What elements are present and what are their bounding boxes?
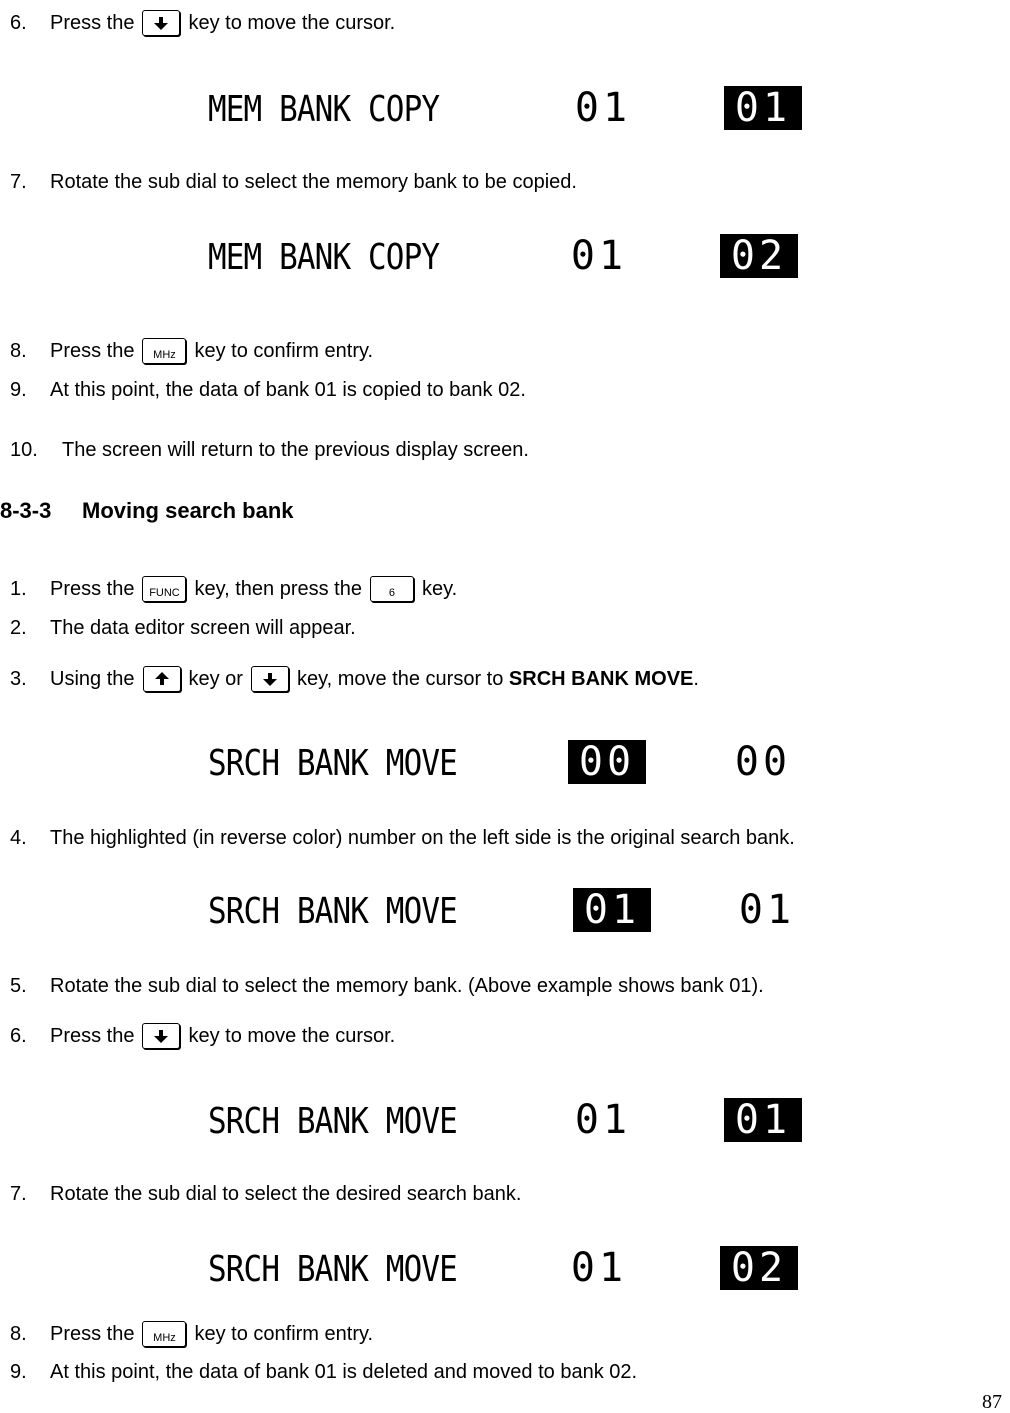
step-number: 4. bbox=[10, 827, 27, 849]
step-text: key to confirm entry. bbox=[194, 340, 374, 362]
step-b5 bbox=[10, 974, 764, 998]
step-b7 bbox=[10, 1182, 521, 1206]
step-number: 7. bbox=[10, 1183, 27, 1205]
lcd-label: SRCH BANK MOVE bbox=[208, 1101, 457, 1142]
step-text: The data editor screen will appear. bbox=[50, 617, 356, 639]
step-number: 8. bbox=[10, 340, 27, 362]
lcd-right-value: 01 bbox=[738, 887, 796, 933]
lcd-screen-4 bbox=[208, 888, 808, 936]
step-text: Press the bbox=[50, 1323, 135, 1345]
step-text: key, move the cursor to bbox=[296, 668, 504, 690]
lcd-label: SRCH BANK MOVE bbox=[208, 1249, 457, 1290]
step-text: Rotate the sub dial to select the memory bank to be copied. bbox=[50, 171, 577, 193]
mhz-key-icon bbox=[142, 1321, 186, 1347]
step-text: key or bbox=[188, 668, 243, 690]
step-b3 bbox=[10, 666, 699, 692]
step-text: At this point, the data of bank 01 is copied to bank 02. bbox=[50, 379, 526, 401]
step-b4 bbox=[10, 826, 795, 850]
lcd-left-value: 01 bbox=[574, 1097, 632, 1143]
step-text: key. bbox=[421, 578, 458, 600]
section-number: 8-3-3 bbox=[0, 498, 52, 523]
lcd-right-value: 00 bbox=[734, 739, 792, 785]
step-number: 5. bbox=[10, 975, 27, 997]
step-text: Using the bbox=[50, 668, 135, 690]
down-arrow-icon bbox=[251, 666, 289, 692]
lcd-left-value-highlighted: 00 bbox=[568, 740, 646, 784]
lcd-screen-6 bbox=[208, 1246, 808, 1294]
step-number: 3. bbox=[10, 668, 27, 690]
step-b1 bbox=[10, 576, 457, 602]
step-number: 2. bbox=[10, 617, 27, 639]
step-text: Press the bbox=[50, 578, 135, 600]
step-number: 6. bbox=[10, 12, 27, 34]
lcd-label: MEM BANK COPY bbox=[208, 89, 440, 130]
page-number: 87 bbox=[982, 1391, 1002, 1413]
step-b2 bbox=[10, 616, 356, 640]
step-number: 8. bbox=[10, 1323, 27, 1345]
step-text: The highlighted (in reverse color) number on the left side is the original search bank. bbox=[50, 827, 795, 849]
step-text: . bbox=[693, 668, 699, 690]
step-number: 6. bbox=[10, 1025, 27, 1047]
lcd-left-value: 01 bbox=[570, 233, 628, 279]
step-text: Press the bbox=[50, 340, 135, 362]
six-key-icon bbox=[370, 576, 414, 602]
lcd-right-value-highlighted: 01 bbox=[724, 1098, 802, 1142]
step-a6 bbox=[10, 10, 395, 36]
lcd-label: SRCH BANK MOVE bbox=[208, 891, 457, 932]
step-text: key, then press the bbox=[194, 578, 362, 600]
key-label: 6 bbox=[388, 587, 396, 599]
step-a9 bbox=[10, 378, 526, 402]
lcd-right-value-highlighted: 01 bbox=[724, 86, 802, 130]
step-number: 10. bbox=[10, 439, 38, 461]
step-text: The screen will return to the previous display screen. bbox=[62, 439, 529, 461]
up-arrow-icon bbox=[143, 666, 181, 692]
step-b6 bbox=[10, 1023, 395, 1049]
step-b9 bbox=[10, 1360, 637, 1384]
lcd-screen-5 bbox=[208, 1098, 808, 1146]
step-emphasis: SRCH BANK MOVE bbox=[508, 668, 694, 690]
step-a7 bbox=[10, 170, 577, 194]
step-number: 9. bbox=[10, 379, 27, 401]
func-key-icon bbox=[142, 576, 186, 602]
down-arrow-icon bbox=[142, 10, 180, 36]
step-number: 9. bbox=[10, 1361, 27, 1383]
key-label: MHz bbox=[153, 1332, 176, 1344]
step-text: Press the bbox=[50, 12, 135, 34]
lcd-right-value-highlighted: 02 bbox=[720, 1246, 798, 1290]
down-arrow-icon bbox=[142, 1023, 180, 1049]
section-heading bbox=[0, 498, 294, 524]
step-number: 1. bbox=[10, 578, 27, 600]
key-label: FUNC bbox=[149, 587, 180, 599]
step-a10 bbox=[10, 438, 529, 462]
step-text: Rotate the sub dial to select the memory bank. (Above example shows bank 01). bbox=[50, 975, 764, 997]
lcd-right-value-highlighted: 02 bbox=[720, 234, 798, 278]
key-label: MHz bbox=[153, 349, 176, 361]
step-number: 7. bbox=[10, 171, 27, 193]
step-text: Press the bbox=[50, 1025, 135, 1047]
lcd-screen-1 bbox=[208, 86, 808, 134]
section-title: Moving search bank bbox=[82, 498, 294, 523]
lcd-left-value: 01 bbox=[570, 1245, 628, 1291]
lcd-left-value: 01 bbox=[574, 85, 632, 131]
step-text: key to confirm entry. bbox=[194, 1323, 374, 1345]
lcd-left-value-highlighted: 01 bbox=[573, 888, 651, 932]
lcd-screen-3 bbox=[208, 740, 808, 788]
step-text: key to move the cursor. bbox=[188, 12, 396, 34]
step-text: Rotate the sub dial to select the desired search bank. bbox=[50, 1183, 522, 1205]
step-text: key to move the cursor. bbox=[188, 1025, 396, 1047]
step-a8 bbox=[10, 338, 373, 364]
lcd-screen-2 bbox=[208, 234, 808, 282]
lcd-label: MEM BANK COPY bbox=[208, 237, 440, 278]
step-b8 bbox=[10, 1321, 373, 1347]
lcd-label: SRCH BANK MOVE bbox=[208, 743, 457, 784]
step-text: At this point, the data of bank 01 is deleted and moved to bank 02. bbox=[50, 1361, 638, 1383]
mhz-key-icon bbox=[142, 338, 186, 364]
